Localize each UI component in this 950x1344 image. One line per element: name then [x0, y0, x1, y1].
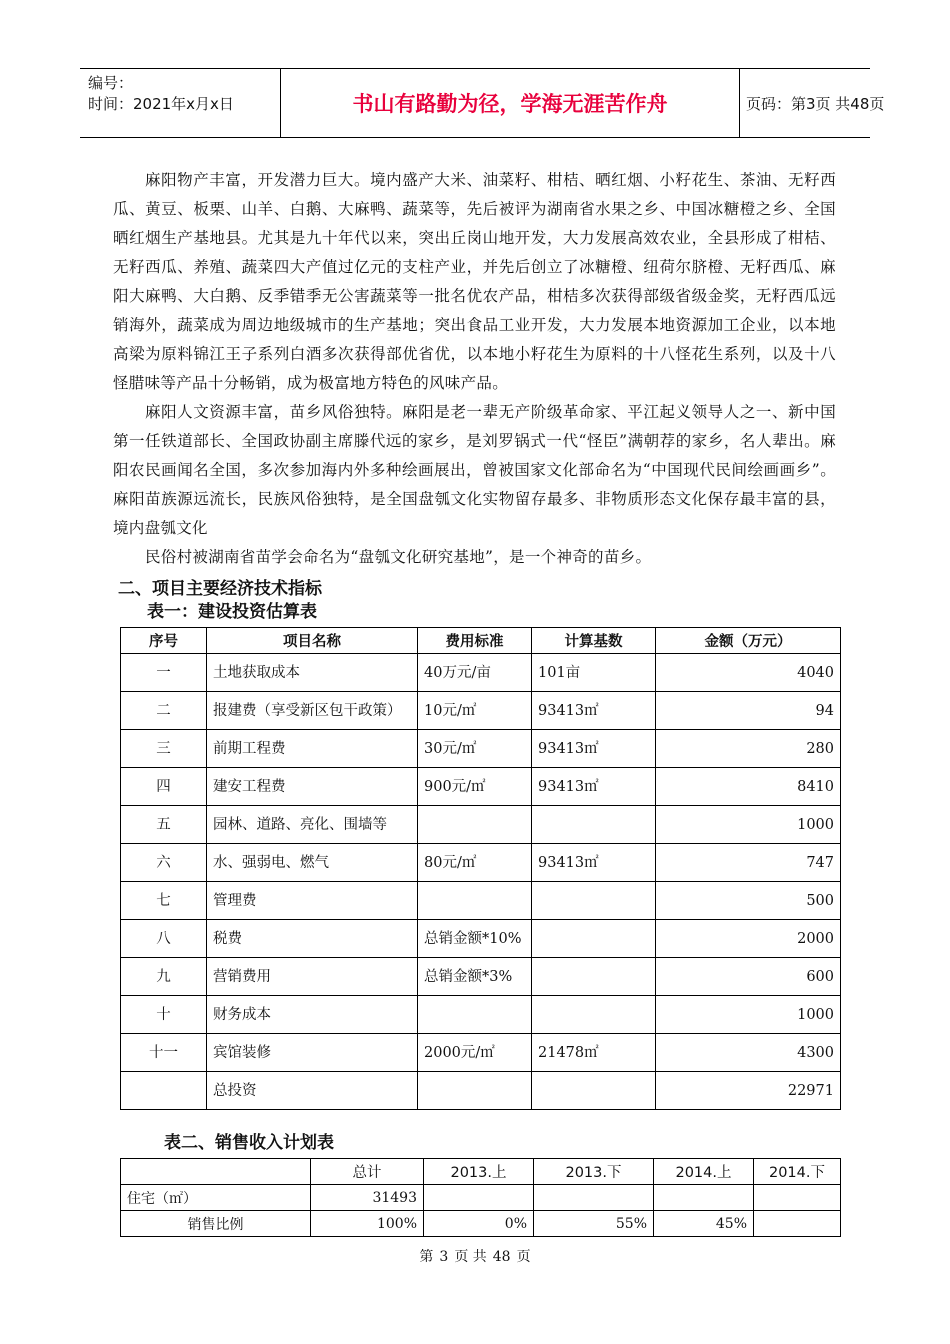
- footer-prefix: 第: [419, 1249, 434, 1265]
- table-cell: 30元/㎡: [418, 730, 532, 768]
- table-cell: [424, 1185, 534, 1211]
- column-header: 2013.上: [424, 1159, 534, 1185]
- table-cell: 土地获取成本: [207, 654, 418, 692]
- column-header: 计算基数: [532, 628, 656, 654]
- table-cell: 40万元/亩: [418, 654, 532, 692]
- table-row: [121, 996, 841, 1034]
- footer-total-pages: 48: [492, 1249, 511, 1265]
- table-cell: [418, 806, 532, 844]
- table-cell: 4300: [656, 1034, 841, 1072]
- table-cell: 销售比例: [121, 1211, 311, 1237]
- table-cell: 101亩: [532, 654, 656, 692]
- table-cell: 2000: [656, 920, 841, 958]
- table-cell: 前期工程费: [207, 730, 418, 768]
- table-cell: 八: [121, 920, 207, 958]
- table-cell: [534, 1185, 654, 1211]
- table-cell: 报建费（享受新区包干政策）: [207, 692, 418, 730]
- table-cell: [754, 1185, 841, 1211]
- table-cell: 280: [656, 730, 841, 768]
- footer-page-number: 3: [439, 1249, 449, 1265]
- table-row: [121, 920, 841, 958]
- header-meta: [88, 73, 288, 115]
- table-cell: 80元/㎡: [418, 844, 532, 882]
- table-cell: 1000: [656, 996, 841, 1034]
- table-row: [121, 1211, 841, 1237]
- table-cell: 0%: [424, 1211, 534, 1237]
- table-row: [121, 882, 841, 920]
- table-cell: [532, 806, 656, 844]
- column-header: 费用标准: [418, 628, 532, 654]
- header-motto: 书山有路勤为径，学海无涯苦作舟: [352, 92, 668, 116]
- table-cell: 宾馆装修: [207, 1034, 418, 1072]
- table-row: [121, 654, 841, 692]
- table-row: [121, 958, 841, 996]
- column-header: 总计: [311, 1159, 424, 1185]
- table-cell: 600: [656, 958, 841, 996]
- table-cell: 93413㎡: [532, 844, 656, 882]
- table-cell: 七: [121, 882, 207, 920]
- table-cell: 十一: [121, 1034, 207, 1072]
- table-cell: 二: [121, 692, 207, 730]
- column-header: 2014.上: [654, 1159, 754, 1185]
- table-row: [121, 730, 841, 768]
- table-row: [121, 1072, 841, 1110]
- table-cell: [418, 882, 532, 920]
- table-cell: 31493: [311, 1185, 424, 1211]
- table-cell: [754, 1211, 841, 1237]
- table-cell: 4040: [656, 654, 841, 692]
- table-cell: 500: [656, 882, 841, 920]
- table-cell: [654, 1185, 754, 1211]
- table-cell: 22971: [656, 1072, 841, 1110]
- table-cell: 900元/㎡: [418, 768, 532, 806]
- footer-mid: 页 共: [454, 1249, 487, 1265]
- sales-plan-table: [120, 1158, 841, 1237]
- table-cell: 100%: [311, 1211, 424, 1237]
- column-header: 2014.下: [754, 1159, 841, 1185]
- table-row: [121, 1034, 841, 1072]
- table-cell: 747: [656, 844, 841, 882]
- table-row: [121, 768, 841, 806]
- table-cell: 21478㎡: [532, 1034, 656, 1072]
- table-cell: 建安工程费: [207, 768, 418, 806]
- column-header: 金额（万元）: [656, 628, 841, 654]
- table-cell: 94: [656, 692, 841, 730]
- table-cell: 三: [121, 730, 207, 768]
- table-cell: 2000元/㎡: [418, 1034, 532, 1072]
- table-cell: [532, 996, 656, 1034]
- table-header-row: [121, 628, 841, 654]
- table-cell: 财务成本: [207, 996, 418, 1034]
- table-cell: 45%: [654, 1211, 754, 1237]
- page-footer: [0, 1246, 950, 1266]
- table-row: [121, 1185, 841, 1211]
- table-cell: [418, 996, 532, 1034]
- table-row: [121, 806, 841, 844]
- body-text: [113, 166, 836, 572]
- table-cell: 十: [121, 996, 207, 1034]
- table-cell: 93413㎡: [532, 730, 656, 768]
- table-cell: 总投资: [207, 1072, 418, 1110]
- table-cell: 九: [121, 958, 207, 996]
- page-header: [80, 68, 885, 138]
- table-cell: 水、强弱电、燃气: [207, 844, 418, 882]
- column-header: 项目名称: [207, 628, 418, 654]
- table-cell: 园林、道路、亮化、围墙等: [207, 806, 418, 844]
- section-heading: 二、项目主要经济技术指标: [118, 579, 322, 599]
- header-page-info: 页码：第3页 共48页: [746, 95, 885, 113]
- table-cell: 93413㎡: [532, 692, 656, 730]
- table-cell: 8410: [656, 768, 841, 806]
- table-cell: 四: [121, 768, 207, 806]
- table-cell: [532, 1072, 656, 1110]
- header-motto-box: [280, 69, 740, 137]
- document-date: 时间：2021年x月x日: [88, 95, 234, 113]
- table-cell: 1000: [656, 806, 841, 844]
- table-cell: 管理费: [207, 882, 418, 920]
- table-cell: [532, 958, 656, 996]
- column-header: 2013.下: [534, 1159, 654, 1185]
- paragraph-folk-village: 民俗村被湖南省苗学会命名为“盘瓠文化研究基地”，是一个神奇的苗乡。: [145, 548, 652, 566]
- column-header: [121, 1159, 311, 1185]
- table-cell: 93413㎡: [532, 768, 656, 806]
- table-cell: [121, 1072, 207, 1110]
- table-header-row: [121, 1159, 841, 1185]
- paragraph-culture: 麻阳人文资源丰富，苗乡风俗独特。麻阳是老一辈无产阶级革命家、平江起义领导人之一、新中国第一任铁道部长、全国政协副主席滕代远的家乡，是刘罗锅式一代“怪臣”满朝荐的家乡，名人辈出。麻阳农民画闻名全国，多次参加海内外多种绘画展出，曾被国家文化部命名为“中国现代民间绘画画乡”。麻阳苗族源远流长，民族风俗独特，是全国盘瓠文化实物留存最多、非物质形态文化保存最丰富的县，境内盘瓠文化: [113, 403, 836, 537]
- table-cell: 住宅（㎡）: [121, 1185, 311, 1211]
- table-cell: 营销费用: [207, 958, 418, 996]
- table-cell: 55%: [534, 1211, 654, 1237]
- table-cell: [532, 920, 656, 958]
- table-cell: 总销金额*10%: [418, 920, 532, 958]
- investment-estimate-table: [120, 627, 841, 1110]
- table-cell: 一: [121, 654, 207, 692]
- table-cell: 总销金额*3%: [418, 958, 532, 996]
- column-header: 序号: [121, 628, 207, 654]
- table-cell: [418, 1072, 532, 1110]
- table2-title: 表二、销售收入计划表: [164, 1133, 334, 1153]
- table-cell: [532, 882, 656, 920]
- table1-title: 表一：建设投资估算表: [147, 602, 317, 622]
- table-cell: 五: [121, 806, 207, 844]
- table-cell: 六: [121, 844, 207, 882]
- table-cell: 10元/㎡: [418, 692, 532, 730]
- table-row: [121, 844, 841, 882]
- footer-suffix: 页: [516, 1249, 531, 1265]
- table-row: [121, 692, 841, 730]
- paragraph-products: 麻阳物产丰富，开发潜力巨大。境内盛产大米、油菜籽、柑桔、晒红烟、小籽花生、茶油、无籽西瓜、黄豆、板栗、山羊、白鹅、大麻鸭、蔬菜等，先后被评为湖南省水果之乡、中国冰糖橙之乡、全国晒红烟生产基地县。尤其是九十年代以来，突出丘岗山地开发，大力发展高效农业，全县形成了柑桔、无籽西瓜、养殖、蔬菜四大产值过亿元的支柱产业，并先后创立了冰糖橙、纽荷尔脐橙、无籽西瓜、麻阳大麻鸭、大白鹅、反季错季无公害蔬菜等一批名优农产品，柑桔多次获得部级省级金奖，无籽西瓜远销海外，蔬菜成为周边地级城市的生产基地；突出食品工业开发，大力发展本地资源加工企业，以本地高梁为原料锦江王子系列白酒多次获得部优省优，以本地小籽花生为原料的十八怪花生系列，以及十八怪腊味等产品十分畅销，成为极富地方特色的风味产品。: [113, 171, 836, 392]
- document-number-label: 编号：: [88, 74, 134, 92]
- table-cell: 税费: [207, 920, 418, 958]
